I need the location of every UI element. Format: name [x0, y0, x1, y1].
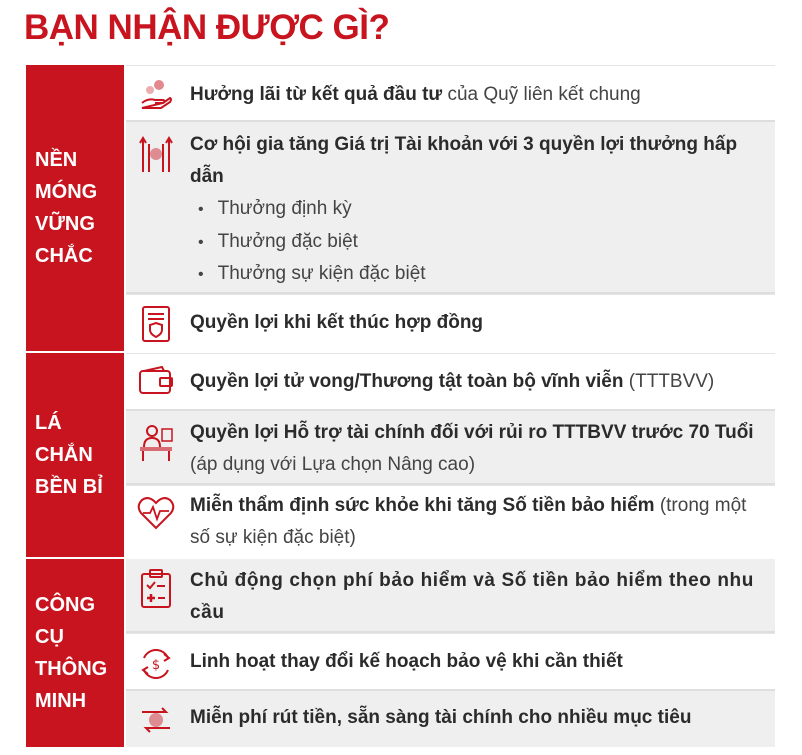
growth-arrows-coin-icon — [136, 126, 176, 174]
group-label-line: LÁ — [35, 412, 62, 434]
heart-pulse-icon — [136, 490, 176, 530]
benefit-normal-text: của Quỹ liên kết chung — [442, 84, 641, 105]
document-shield-icon — [136, 305, 176, 343]
benefit-bold-text: Cơ hội gia tăng Giá trị Tài khoản với 3 quyền lợi thưởng hấp dẫn — [190, 134, 738, 187]
group-label-line: MINH — [35, 690, 87, 712]
coin-hand-icon — [136, 78, 176, 112]
list-item: • Thưởng sự kiện đặc biệt — [198, 258, 765, 291]
group-label-line: BỀN BỈ — [35, 476, 103, 498]
benefit-row — [126, 353, 775, 411]
group-label-line: MÓNG — [35, 181, 98, 203]
benefit-row — [126, 122, 775, 294]
group-label-line: VỮNG — [35, 213, 95, 235]
benefits-table — [26, 65, 775, 747]
wallet-icon — [136, 366, 176, 396]
page-title: BẠN NHẬN ĐƯỢC GÌ? — [24, 8, 390, 47]
benefit-bold-text: Hưởng lãi từ kết quả đầu tư — [190, 84, 443, 105]
group-label-line: THÔNG — [35, 658, 108, 680]
group-label — [26, 559, 124, 747]
list-item: • Thưởng định kỳ — [198, 193, 765, 226]
benefit-row — [126, 485, 775, 557]
list-item: • Thưởng đặc biệt — [198, 226, 765, 259]
benefit-bold-text: Chủ động chọn phí bảo hiểm và Số tiền bảo hiểm theo nhu cầu — [190, 570, 754, 623]
group-label-line: CHẮC — [35, 245, 93, 267]
benefit-normal-text: (áp dụng với Lựa chọn Nâng cao) — [190, 454, 476, 475]
group-label-line: CỤ — [35, 626, 64, 648]
person-desk-icon — [136, 417, 176, 463]
group-label-line: NỀN — [35, 149, 78, 171]
group-label — [26, 353, 124, 557]
group-shield — [26, 353, 775, 559]
group-label-line: CHẮN — [35, 444, 93, 466]
benefit-row — [126, 65, 775, 122]
benefit-row — [126, 294, 775, 351]
benefit-row — [126, 411, 775, 485]
benefit-row — [126, 559, 775, 633]
benefit-normal-text: (TTTBVV) — [623, 371, 715, 392]
group-label-line: CÔNG — [35, 594, 95, 616]
benefit-row — [126, 691, 775, 747]
svg-text:$: $ — [151, 658, 161, 673]
group-label — [26, 65, 124, 351]
benefit-bold-text: Quyền lợi tử vong/Thương tật toàn bộ vĩnh viễn — [190, 371, 624, 392]
benefit-normal-text: (trong một số sự kiện đặc biệt) — [190, 495, 747, 548]
benefit-row — [126, 633, 775, 691]
clipboard-medical-icon — [136, 565, 176, 609]
group-foundation — [26, 65, 775, 353]
benefit-bold-text: Quyền lợi Hỗ trợ tài chính đối với rủi ro TTTBVV trước 70 Tuổi — [190, 422, 754, 443]
benefit-bold-text: Quyền lợi khi kết thúc hợp đồng — [190, 312, 484, 333]
group-smart-tools — [26, 559, 775, 747]
exchange-coin-icon — [136, 702, 176, 738]
benefit-bold-text: Linh hoạt thay đổi kế hoạch bảo vệ khi cần thiết — [190, 651, 623, 672]
bonus-list — [198, 193, 765, 291]
cycle-coin-icon — [136, 646, 176, 682]
benefit-bold-text: Miễn phí rút tiền, sẵn sàng tài chính cho nhiều mục tiêu — [190, 707, 692, 728]
benefit-bold-text: Miễn thẩm định sức khỏe khi tăng Số tiền bảo hiểm — [190, 495, 655, 516]
